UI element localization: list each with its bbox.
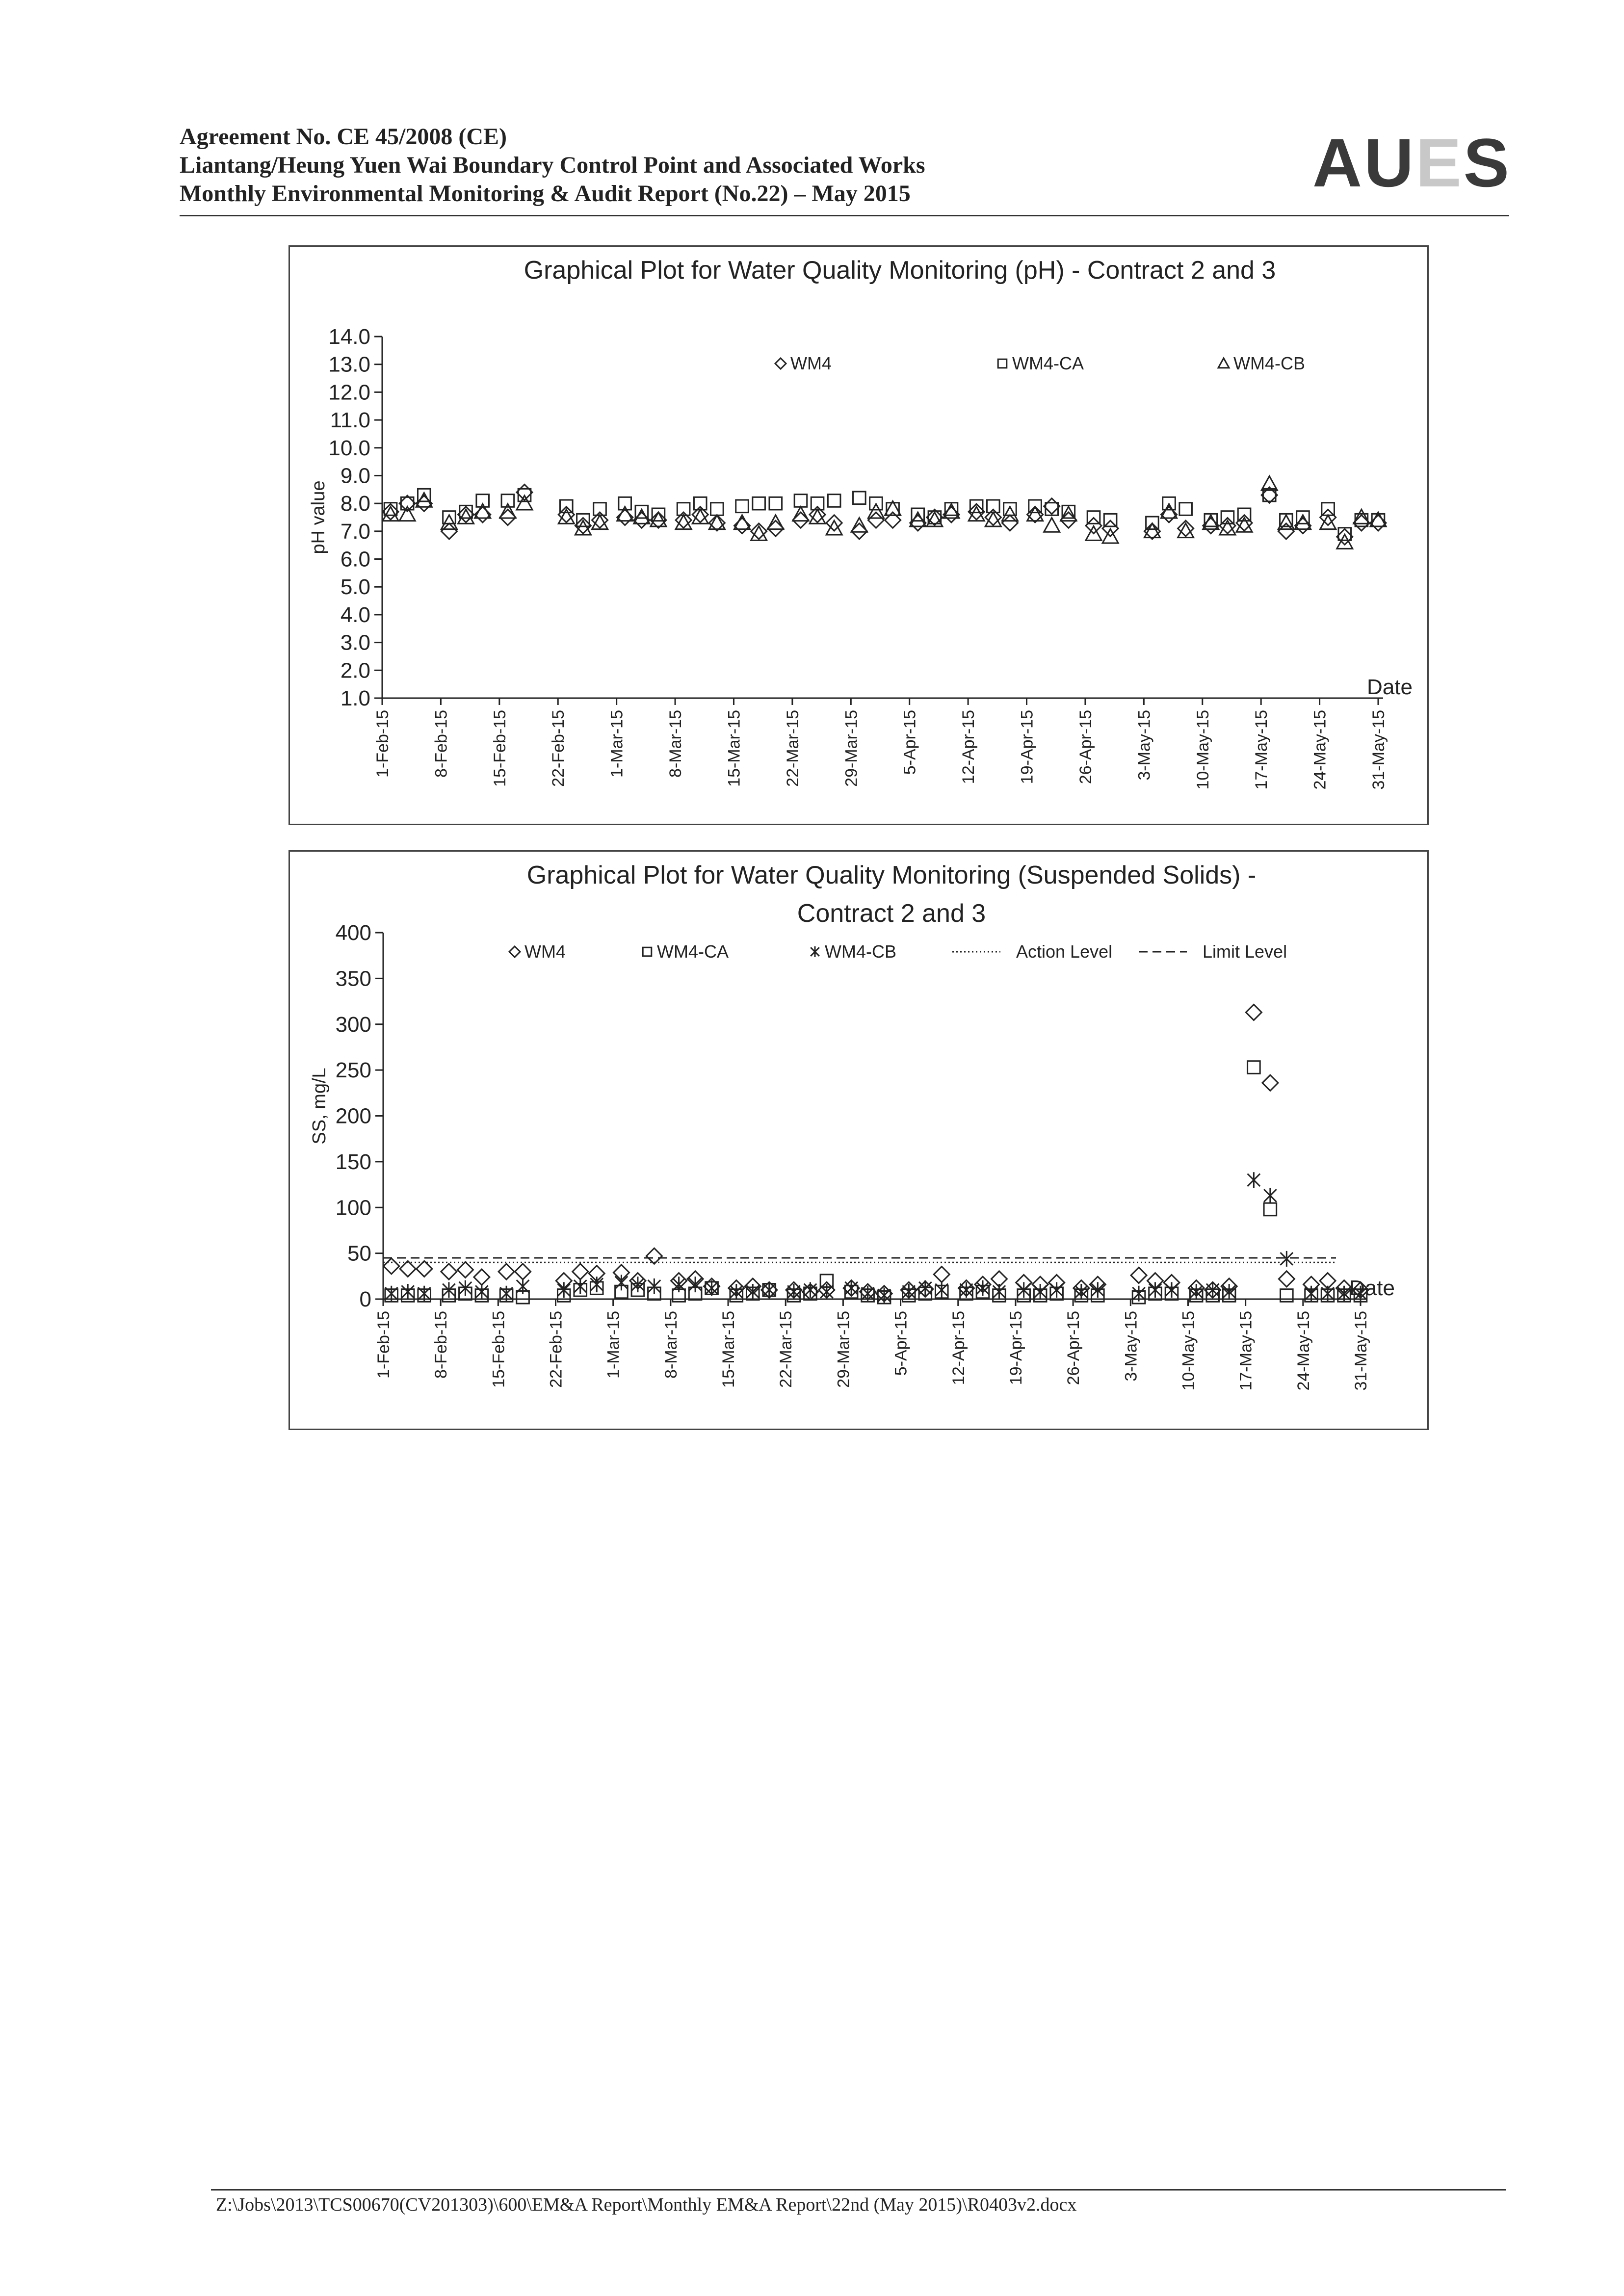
y-tick-label: 3.0: [340, 630, 370, 655]
data-point: [594, 503, 606, 516]
x-tick-label: 5-Apr-15: [891, 1311, 911, 1376]
data-point: [441, 515, 457, 529]
data-point: [615, 1275, 628, 1290]
ss-chart: [288, 850, 1429, 1430]
data-point: [517, 1278, 529, 1294]
x-tick-label: 15-Mar-15: [725, 710, 744, 787]
series-wm4-cb: [385, 1172, 1367, 1303]
y-tick-label: 14.0: [328, 325, 370, 349]
data-point: [648, 1278, 661, 1294]
data-point: [826, 521, 842, 535]
chart-title: Graphical Plot for Water Quality Monitoring (pH) - Contract 2 and 3: [524, 256, 1276, 285]
aues-logo: AUES: [1312, 124, 1511, 201]
x-tick-label: 22-Feb-15: [549, 710, 568, 787]
data-point: [1165, 1282, 1178, 1298]
series-wm4-ca: [385, 1061, 1367, 1304]
data-point: [474, 1269, 490, 1285]
y-tick-label: 2.0: [340, 658, 370, 683]
ph-chart: [288, 245, 1429, 825]
data-point: [1246, 1004, 1261, 1020]
data-point: [443, 1282, 455, 1298]
data-point: [401, 1284, 414, 1300]
series-wm4: [384, 1004, 1368, 1301]
x-tick-label: 24-May-15: [1310, 710, 1330, 790]
legend-label: WM4: [790, 353, 832, 373]
legend-item: [643, 941, 729, 962]
report-header: [180, 123, 1504, 216]
x-tick-label: 29-Mar-15: [842, 710, 861, 787]
data-point: [1027, 507, 1043, 522]
legend-item: [509, 941, 566, 962]
data-point: [1044, 498, 1060, 514]
data-point: [1144, 523, 1160, 539]
data-point: [1131, 1267, 1147, 1283]
y-tick-label: 200: [335, 1104, 371, 1128]
y-tick-label: 300: [335, 1012, 371, 1037]
y-tick-label: 9.0: [340, 464, 370, 488]
y-tick-label: 12.0: [328, 380, 370, 405]
x-tick-label: 26-Apr-15: [1076, 710, 1095, 784]
legend-item: [952, 941, 1112, 962]
y-tick-label: 7.0: [340, 519, 370, 544]
legend-item: [1218, 353, 1305, 373]
data-point: [417, 1261, 432, 1277]
report-title: Monthly Environmental Monitoring & Audit Report (No.22) – May 2015: [180, 181, 911, 207]
y-tick-label: 150: [335, 1149, 371, 1174]
legend-item: [998, 353, 1084, 373]
y-axis-label: pH value: [308, 480, 329, 554]
file-path: Z:\Jobs\2013\TCS00670(CV201303)\600\EM&A Report\Monthly EM&A Report\22nd (May 2015)\R0403v2.docx: [216, 2194, 1077, 2215]
data-point: [475, 1284, 488, 1300]
data-point: [384, 1258, 399, 1274]
y-tick-label: 5.0: [340, 575, 370, 600]
x-tick-label: 31-May-15: [1369, 710, 1388, 790]
data-point: [993, 1284, 1006, 1300]
data-point: [590, 1277, 603, 1292]
y-tick-label: 0: [359, 1287, 371, 1311]
series-wm4-cb: [383, 476, 1386, 548]
data-point: [935, 1282, 948, 1298]
x-tick-label: 10-May-15: [1193, 710, 1212, 790]
legend-marker: [643, 947, 652, 956]
legend-marker: [775, 358, 786, 369]
legend-item: [1139, 941, 1287, 962]
chart-title: Graphical Plot for Water Quality Monitoring (Suspended Solids) -: [526, 861, 1257, 889]
x-tick-label: 24-May-15: [1294, 1311, 1313, 1391]
y-tick-label: 400: [335, 921, 371, 945]
data-point: [1281, 1251, 1293, 1267]
x-tick-label: 3-May-15: [1135, 710, 1154, 781]
project-title: Liantang/Heung Yuen Wai Boundary Control Point and Associated Works: [180, 152, 925, 178]
data-point: [1092, 1282, 1104, 1298]
data-point: [400, 1261, 416, 1277]
data-point: [574, 1278, 587, 1294]
data-point: [1206, 1282, 1219, 1298]
data-point: [1027, 507, 1043, 521]
header-divider: [180, 215, 1509, 216]
y-tick-label: 13.0: [328, 352, 370, 377]
legend-marker: [509, 946, 520, 957]
data-point: [1179, 503, 1192, 516]
agreement-number: Agreement No. CE 45/2008 (CE): [180, 124, 507, 150]
x-tick-label: 1-Feb-15: [374, 1311, 393, 1379]
data-point: [763, 1282, 776, 1298]
x-tick-label: 19-Apr-15: [1006, 1311, 1025, 1385]
x-tick-label: 15-Feb-15: [490, 710, 509, 787]
chart-title-line2: Contract 2 and 3: [797, 899, 986, 928]
y-tick-label: 4.0: [340, 602, 370, 627]
data-point: [1248, 1172, 1260, 1188]
x-axis-label: Date: [1349, 1276, 1395, 1300]
legend-marker: [811, 946, 819, 957]
y-tick-label: 8.0: [340, 492, 370, 516]
x-tick-label: 17-May-15: [1236, 1311, 1256, 1391]
data-point: [736, 500, 749, 513]
series-wm4: [383, 484, 1386, 545]
data-point: [711, 503, 724, 516]
legend-label: WM4-CB: [1233, 353, 1305, 373]
data-point: [1262, 1075, 1278, 1091]
x-tick-label: 12-Apr-15: [949, 1311, 968, 1385]
data-point: [1018, 1282, 1030, 1298]
data-point: [441, 1264, 457, 1279]
x-tick-label: 8-Feb-15: [432, 1311, 451, 1379]
data-point: [1248, 1061, 1260, 1074]
x-tick-label: 5-Apr-15: [900, 710, 919, 775]
data-point: [515, 1264, 531, 1279]
x-tick-label: 31-May-15: [1352, 1311, 1370, 1391]
data-point: [651, 512, 666, 526]
data-point: [853, 492, 866, 504]
x-tick-label: 22-Mar-15: [783, 710, 802, 787]
y-tick-label: 6.0: [340, 547, 370, 572]
data-point: [1320, 510, 1336, 525]
x-tick-label: 15-Feb-15: [489, 1311, 508, 1388]
y-tick-label: 1.0: [340, 686, 370, 710]
x-tick-label: 1-Mar-15: [607, 710, 627, 778]
x-tick-label: 1-Mar-15: [604, 1311, 623, 1379]
data-point: [459, 1280, 472, 1296]
x-tick-label: 26-Apr-15: [1064, 1311, 1083, 1385]
legend-marker: [998, 359, 1007, 368]
data-point: [769, 497, 782, 510]
data-point: [1337, 535, 1353, 549]
legend-label: Limit Level: [1203, 941, 1287, 962]
data-point: [828, 495, 840, 507]
x-axis-label: Date: [1367, 675, 1413, 699]
data-point: [399, 496, 415, 511]
y-axis-label: SS, mg/L: [309, 1068, 330, 1145]
x-tick-label: 17-May-15: [1252, 710, 1271, 790]
legend-marker: [1218, 358, 1229, 368]
data-point: [1264, 1188, 1277, 1203]
data-point: [1044, 518, 1060, 532]
data-point: [811, 497, 824, 510]
x-tick-label: 22-Mar-15: [777, 1311, 796, 1388]
data-point: [646, 1248, 662, 1264]
data-point: [1034, 1284, 1047, 1300]
data-point: [709, 515, 725, 531]
data-point: [498, 1264, 514, 1279]
y-tick-label: 10.0: [328, 436, 370, 460]
y-tick-label: 100: [335, 1196, 371, 1220]
legend-item: [811, 941, 896, 962]
legend-label: WM4-CB: [825, 941, 896, 962]
data-point: [987, 500, 999, 513]
data-point: [1223, 1284, 1235, 1300]
legend-item: [775, 353, 832, 373]
y-tick-label: 350: [335, 966, 371, 991]
legend-label: WM4: [524, 941, 566, 962]
x-tick-label: 8-Mar-15: [666, 710, 685, 778]
x-tick-label: 12-Apr-15: [959, 710, 978, 784]
data-point: [1264, 1203, 1277, 1216]
data-point: [1337, 529, 1353, 545]
data-point: [517, 484, 532, 500]
x-tick-label: 10-May-15: [1179, 1311, 1198, 1391]
data-point: [919, 1280, 932, 1296]
legend-label: WM4-CA: [1012, 353, 1084, 373]
data-point: [573, 1264, 588, 1279]
legend-label: WM4-CA: [657, 941, 729, 962]
y-tick-label: 250: [335, 1058, 371, 1083]
data-point: [1050, 1282, 1063, 1298]
data-point: [753, 497, 765, 510]
y-tick-label: 50: [347, 1241, 371, 1266]
data-point: [794, 495, 807, 507]
x-tick-label: 22-Feb-15: [547, 1311, 566, 1388]
data-point: [845, 1280, 858, 1296]
x-tick-label: 8-Mar-15: [661, 1311, 681, 1379]
data-point: [1002, 507, 1018, 521]
legend-label: Action Level: [1016, 941, 1113, 962]
x-tick-label: 29-Mar-15: [834, 1311, 853, 1388]
y-tick-label: 11.0: [330, 408, 370, 433]
data-point: [1279, 1271, 1294, 1287]
data-point: [709, 515, 725, 529]
data-point: [694, 497, 707, 510]
data-point: [399, 507, 415, 521]
footer-divider: [211, 2189, 1506, 2191]
data-point: [457, 1262, 473, 1278]
x-tick-label: 8-Feb-15: [432, 710, 451, 778]
data-point: [1320, 515, 1336, 529]
data-point: [826, 515, 842, 531]
x-tick-label: 15-Mar-15: [719, 1311, 738, 1388]
x-tick-label: 1-Feb-15: [373, 710, 392, 778]
data-point: [746, 1284, 759, 1300]
data-point: [517, 496, 532, 510]
x-tick-label: 3-May-15: [1122, 1311, 1141, 1382]
data-point: [677, 503, 690, 516]
data-point: [934, 1267, 949, 1282]
data-point: [689, 1277, 702, 1292]
data-point: [868, 504, 884, 518]
data-point: [1144, 523, 1160, 538]
x-tick-label: 19-Apr-15: [1018, 710, 1037, 784]
